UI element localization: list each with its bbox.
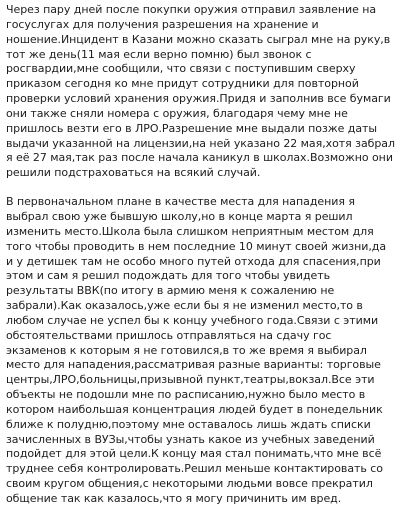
paragraph-1: Через пару дней после покупки оружия отправил заявление на госуслугах для получения разрешения на хранение и ношение.Инцидент в Казани можно сказать сыграл мне на руку,в тот же день(11 мая если верно помню) был звонок с росгвардии,мне сообщили, что связи с поступившим сверху приказом сегодня ко мне придут сотрудники для повторной проверки условий хранения оружия.Придя и заполнив все бумаги они также сняли номера с оружия, благодаря чему мне не пришлось везти его в ЛРО.Разрешение мне выдали позже даты выдачи указанной на лицензии,на ней указано 22 мая,хотя забрал я её 27 мая,так раз после начала каникул в школах.Возможно они решили подстраховаться на всякий случай. bbox=[6, 3, 399, 180]
paragraph-2: В первоначальном плане в качестве места для нападения я выбрал свою уже бывшую школу,но в конце марта я решил изменить место.Школа была слишком неприятным местом для того чтобы проводить в нем последние 10 минут своей жизни,да и у детишек там не особо много путей отхода для спасения,при этом и сам я решил подождать для того чтобы увидеть результаты ВВК(по итогу в армию меня к сожалению не забрали).Как оказалось,уже если бы я не изменил место,то в любом случае не успел бы к концу учебного года.Связи с этими обстоятельствами пришлось отправляться на сдачу гос экзаменов к которым я не готовился,в то же время я выбирал место для нападения,рассматривая разные варианты: торговые центры,ЛРО,больницы,призывной пункт,театры,вокзал.Все эти объекты не подошли мне по расписанию,нужно было место в котором наибольшая концентрация людей будет в понедельник ближе к полудню,поэтому мне оставалось лишь ждать списки зачисленных в ВУЗы,чтобы узнать какое из учебных заведений подойдет для этой цели.К концу мая стал понимать,что мне всё труднее себя контролировать.Решил меньше контактировать со своим кругом общения,с некоторыми людьми вовсе прекратил общение так как казалось,что я могу причинить им вред. bbox=[6, 195, 390, 505]
